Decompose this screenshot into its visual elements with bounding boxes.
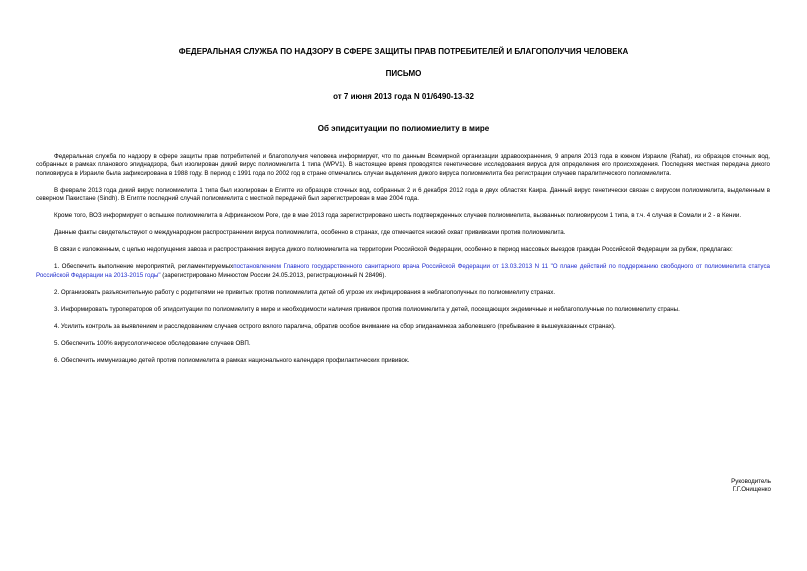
document-type: ПИСЬМО <box>385 69 422 78</box>
signatory-title: Руководитель <box>731 478 771 485</box>
list-item-5: 5. Обеспечить 100% вирусологическое обследование случаев ОВП. <box>54 339 251 347</box>
list-item-6: 6. Обеспечить иммунизацию детей против полиомиелита в рамках национального календаря профилактических прививок. <box>54 356 410 364</box>
paragraph-proposal: В связи с изложенным, с целью недопущения завоза и распространения вируса дикого полиомиелита на территории Российской Федерации, особенно в период массовых выездов граждан Российской Федерации за рубеж, предлагаю: <box>54 246 733 254</box>
list-item-1-text: 1. Обеспечить выполнение мероприятий, регламентируемых <box>54 263 234 271</box>
list-item-1 <box>36 263 770 280</box>
paragraph-egypt: В феврале 2013 года дикий вирус полиомиелита 1 типа был изолирован в Египте из образцов сточных вод, собранных 2 и 6 декабря 2012 года в двух областях Каира. Данный вирус генетически связан с вирусом полиомиелита, выделенным в северном Пакистане (Sindh). В Египте последний случай полиомиелита с местной передачей был зарегистрирован в мае 2004 года. <box>36 186 770 203</box>
document-subject: Об эпидситуации по полиомиелиту в мире <box>317 124 490 133</box>
document-body <box>36 153 770 374</box>
paragraph-spread: Данные факты свидетельствуют о международном распространении вируса полиомиелита, особенно в странах, где отмечается низкий охват прививками против полиомиелита. <box>54 229 566 237</box>
document-number: от 7 июня 2013 года N 01/6490-13-32 <box>333 92 474 101</box>
paragraph-israel: Федеральная служба по надзору в сфере защиты прав потребителей и благополучия человека информирует, что по данным Всемирной организации здравоохранения, 9 апреля 2013 года в южном Израиле (Rahat), из образцов сточных вод, собранных в рамках планового эпиднадзора, был изолирован дикий вирус полиомиелита 1 типа (WPV1). В настоящее время проводятся генетические исследования вируса для определения его происхождения. Последняя местная передача дикого полиовируса в Израиле была зафиксирована в 1988 году. В период с 1991 года по 2002 год в стране отмечались случаи выделения дикого вируса полиомиелита без регистрации случаев паралитического полиомиелита. <box>36 153 770 177</box>
organization-title: ФЕДЕРАЛЬНАЯ СЛУЖБА ПО НАДЗОРУ В СФЕРЕ ЗАЩИТЫ ПРАВ ПОТРЕБИТЕЛЕЙ И БЛАГОПОЛУЧИЯ ЧЕЛОВЕКА <box>178 47 629 56</box>
list-item-2: 2. Организовать разъяснительную работу с родителями не привитых против полиомиелита детей об угрозе их инфицирования в неблагополучных по полиомиелиту странах. <box>54 288 556 296</box>
decree-link[interactable]: постановлением Главного государственного санитарного врача Российской Федерации от 13.03.2013 N 11 "О плане действий по поддержанию свободного от полиомиелита статуса Российской Федерации на 2013-2015 годы" <box>36 263 770 279</box>
signatory-name: Г.Г.Онищенко <box>732 486 771 494</box>
signature-block <box>731 478 771 495</box>
paragraph-horn-of-africa: Кроме того, ВОЗ информирует о вспышке полиомиелита в Африканском Роге, где в мае 2013 года зарегистрировано шесть подтвержденных случаев полиомиелита, вызванных полиовирусом 1 типа, в т.ч. 4 случая в Сомали и 2 - в Кении. <box>54 212 742 220</box>
list-item-1-registration: (зарегистрировано Минюстом России 24.05.2013, регистрационный N 28496). <box>160 271 387 279</box>
list-item-4: 4. Усилить контроль за выявлением и расследованием случаев острого вялого паралича, обратив особое внимание на сбор эпиданамнеза заболевшего (пребывание в вышеуказанных странах). <box>54 322 616 330</box>
list-item-3: 3. Информировать туроператоров об эпидситуации по полиомиелиту в мире и необходимости наличия прививок против полиомиелита у детей, посещающих эндемичные и неблагополучные по полиомиелиту страны. <box>54 305 680 313</box>
